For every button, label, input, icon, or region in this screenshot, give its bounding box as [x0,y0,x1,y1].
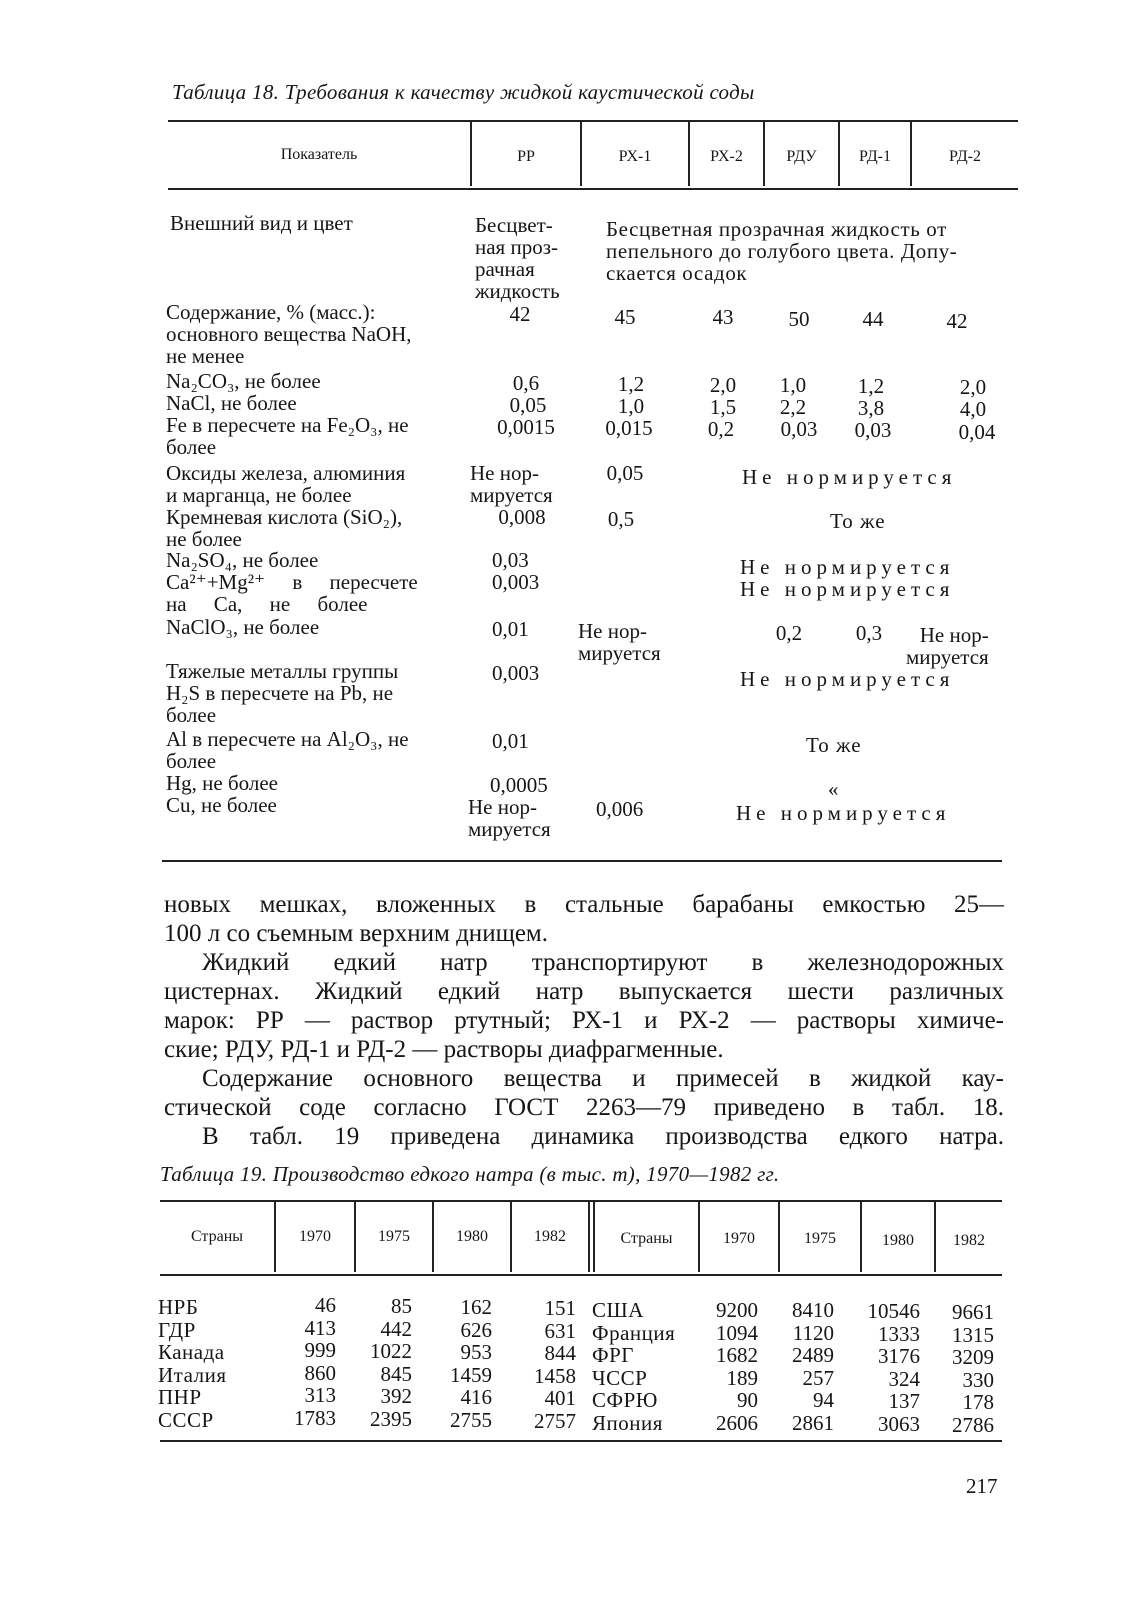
text-line: В табл. 19 приведена динамика производства едкого натра. [202,1123,1004,1150]
table-18-header-rd1: РД-1 [859,148,891,165]
table-19-header-countries-right: Страны [620,1230,673,1247]
row-sio2-rr: 0,008 [498,505,546,529]
row-naoh-rdu: 50 [788,307,810,331]
row-oxides-label: Оксиды железа, алюминия и марганца, не более [166,461,406,507]
row-nacl-rx2: 1,5 [709,395,737,419]
row-hg-label: Hg, не более [166,771,279,795]
page-number: 217 [966,1474,998,1498]
row-naclo3-rd1: 0,3 [855,621,883,645]
table-18-top-rule [168,120,1018,122]
row-heavy-rest: Не нормируется [740,667,955,691]
row-oxides-rest: Не нормируется [742,465,957,489]
table-18-header-rx1: РХ-1 [618,148,652,165]
row-naoh-rd1: 44 [862,307,884,331]
table-19-1975-left: 85 442 1022 845 392 2395 [370,1294,412,1431]
row-nacl-rd1: 3,8 [857,396,885,420]
row-fe-rx2: 0,2 [707,417,735,441]
text-line: ские; РДУ, РД-1 и РД-2 — растворы диафрагменные. [164,1036,724,1063]
table-18-bottom-rule [162,860,1002,862]
row-fe-rx1: 0,015 [605,416,653,440]
table-19-header-1980-right: 1980 [882,1232,914,1249]
row-al-rest: То же [806,733,862,757]
row-appearance-rr: Бесцвет- ная проз- рачная жидкость [475,213,560,303]
text-line: Содержание основного вещества и примесей в жидкой кау- [202,1065,1004,1092]
table-18-header-rx2: РХ-2 [710,148,743,165]
row-camg-rest: Не нормируется [740,577,955,601]
row-hg-rr: 0,0005 [490,773,548,797]
row-heavy-label: Тяжелые металлы группы H₂S в пересчете на Pb, не более [166,659,399,727]
row-fe-label: Fe в пересчете на Fe₂O₃, не более [166,413,409,459]
row-sio2-rx1: 0,5 [607,507,635,531]
row-naoh-label: Содержание, % (масс.): основного вещества NaOH, не менее [166,300,412,368]
row-na2co3-rdu: 1,0 [779,373,807,397]
table-19-1975-right: 8410 1120 2489 257 94 2861 [792,1298,834,1435]
text-line: цистернах. Жидкий едкий натр выпускается шести различных [164,978,1004,1005]
row-camg-rr: 0,003 [492,570,540,594]
row-naclo3-rr: 0,01 [492,617,529,641]
row-oxides-rx1: 0,05 [606,461,644,485]
table-18-header-parameter: Показатель [280,146,358,163]
text-line: 100 л со съемным верхним днищем. [164,920,548,947]
table-19-1980-left: 162 626 953 1459 416 2755 [450,1295,492,1432]
row-nacl-rd2: 4,0 [959,397,987,421]
row-naclo3-rx: Не нор- мируется [578,619,661,665]
table-19-header-countries-left: Страны [190,1228,244,1245]
table-19-header-1982-right: 1982 [953,1232,985,1249]
row-fe-rr: 0,0015 [497,415,555,439]
row-na2co3-rx1: 1,2 [617,372,645,396]
table-19-bottom-rule [160,1440,1002,1442]
table-19-1982-right: 9661 1315 3209 330 178 2786 [952,1300,994,1437]
table-18-caption: Таблица 18. Требования к качеству жидкой каустической соды [172,80,755,104]
row-fe-rdu: 0,03 [780,417,818,441]
table-18-header-rr: РР [517,148,535,165]
row-sio2-label: Кремневая кислота (SiO₂), не более [166,505,403,551]
row-heavy-rr: 0,003 [492,661,540,685]
text-line: стической соде согласно ГОСТ 2263—79 приведено в табл. 18. [164,1094,1004,1121]
row-nacl-label: NaCl, не более [166,391,297,415]
table-19-countries-left: НРБ ГДР Канада Италия ПНР СССР [158,1295,227,1432]
text-line: новых мешках, вложенных в стальные барабаны емкостью 25— [164,891,1004,918]
row-oxides-rr: Не нор- мируется [470,461,553,507]
table-19-1982-left: 151 631 844 1458 401 2757 [534,1296,576,1433]
row-al-label: Al в пересчете на Al₂O₃, не более [166,727,409,773]
table-19-header-1975-left: 1975 [378,1228,410,1245]
row-cu-rr: Не нор- мируется [468,795,551,841]
row-na2co3-label: Na₂CO₃, не более [166,369,321,393]
row-naclo3-rd2: Не нор- мируется [906,623,989,669]
row-sio2-rest: То же [830,509,886,533]
row-na2so4-label: Na₂SO₄, не более [166,548,319,572]
row-appearance-others: Бесцветная прозрачная жидкость от пепельного до голубого цвета. Допу- скается осадок [606,217,958,285]
row-naoh-rx2: 43 [712,305,734,329]
row-naclo3-rdu: 0,2 [775,621,803,645]
row-cu-rx1: 0,006 [596,797,644,821]
row-na2co3-rr: 0,6 [512,371,540,395]
row-naoh-rd2: 42 [946,309,968,333]
row-nacl-rdu: 2,2 [779,395,807,419]
row-na2co3-rx2: 2,0 [709,373,737,397]
row-naoh-rx1: 45 [614,305,636,329]
row-na2co3-rd1: 1,2 [857,374,885,398]
row-appearance-label: Внешний вид и цвет [170,211,353,235]
table-19-header-1980-left: 1980 [456,1228,488,1245]
row-fe-rd1: 0,03 [854,418,892,442]
table-19-caption: Таблица 19. Производство едкого натра (в тыс. т), 1970—1982 гг. [160,1162,780,1186]
row-al-rr: 0,01 [492,729,529,753]
table-19-header-1970-right: 1970 [723,1230,755,1247]
row-naclo3-label: NaClO₃, не более [166,615,320,639]
row-na2so4-rest: Не нормируется [740,555,955,579]
table-19-top-rule [160,1200,1002,1202]
table-19-1970-left: 46 413 999 860 313 1783 [294,1293,336,1430]
row-fe-rd2: 0,04 [958,420,996,444]
row-cu-label: Cu, не более [166,793,277,817]
row-camg-label: Ca²⁺+Mg²⁺ в пересчете на Ca, не более [166,570,418,616]
table-18-header-rdu: РДУ [786,148,817,165]
row-nacl-rr: 0,05 [509,393,547,417]
row-hg-rest: « [828,777,839,801]
row-na2co3-rd2: 2,0 [959,375,987,399]
table-19-1980-right: 10546 1333 3176 324 137 3063 [867,1299,920,1436]
row-na2so4-rr: 0,03 [492,548,529,572]
row-cu-rest: Не нормируется [736,801,951,825]
table-18-header-rule [168,188,1018,190]
row-naoh-rr: 42 [509,302,531,326]
table-19-1970-right: 9200 1094 1682 189 90 2606 [716,1298,758,1435]
table-19-col-divider [588,1202,590,1272]
table-19-header-1975-right: 1975 [804,1230,836,1247]
table-19-header-rule [160,1274,1002,1276]
text-line: марок: РР — раствор ртутный; РХ-1 и РХ-2 — растворы химиче- [164,1007,1004,1034]
table-19-header-1982-left: 1982 [534,1228,566,1245]
table-19-countries-right: США Франция ФРГ ЧССР СФРЮ Япония [592,1298,676,1435]
body-paragraphs [164,890,1004,1151]
table-19-header-1970-left: 1970 [299,1228,331,1245]
table-18-header-rd2: РД-2 [949,148,981,165]
row-nacl-rx1: 1,0 [617,394,645,418]
text-line: Жидкий едкий натр транспортируют в железнодорожных [202,949,1004,976]
